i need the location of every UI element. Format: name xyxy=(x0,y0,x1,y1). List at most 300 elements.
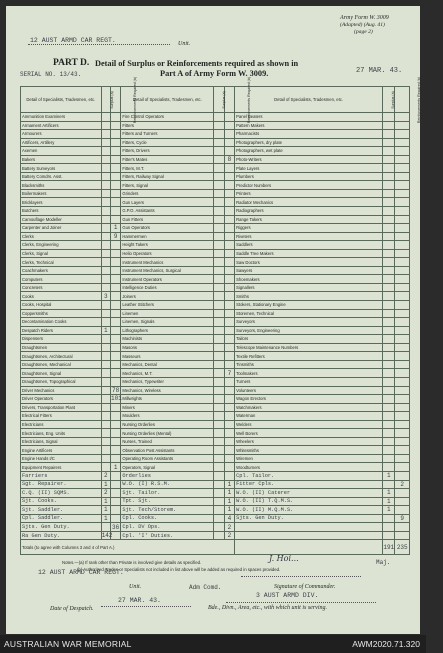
surplus-cell xyxy=(214,121,224,130)
reinf-cell xyxy=(110,446,120,455)
trade-cell: Driver Mechanics xyxy=(21,386,102,395)
reinf-cell xyxy=(395,138,410,147)
trade-cell: Fitters and Turners xyxy=(121,130,214,139)
trade-header: Detail of Specialists, Tradesmen, etc. xyxy=(21,87,102,113)
surplus-cell xyxy=(101,369,110,378)
reinf-cell xyxy=(395,164,410,173)
trade-cell: Clerks, Technical xyxy=(21,258,102,267)
trade-cell: Sjts. Gen Duty. xyxy=(21,523,102,532)
surplus-cell xyxy=(101,258,110,267)
surplus-cell xyxy=(214,497,224,506)
reinf-cell xyxy=(395,326,410,335)
reinf-cell xyxy=(395,249,410,258)
surplus-cell xyxy=(383,412,395,421)
surplus-cell xyxy=(101,189,110,198)
trade-cell: Wheelers xyxy=(235,437,383,446)
trade-cell: Cooks, Hospital xyxy=(21,301,102,310)
surplus-cell xyxy=(101,249,110,258)
reinf-cell xyxy=(110,155,120,164)
trade-cell: Electrical Fitters xyxy=(21,412,102,421)
trade-cell: Fitters, M.T. xyxy=(121,164,214,173)
surplus-cell xyxy=(214,172,224,181)
reinf-cell: 78 xyxy=(112,386,120,394)
surplus-cell xyxy=(214,489,224,498)
reinf-cell xyxy=(224,266,234,275)
surplus-cell xyxy=(383,292,395,301)
surplus-cell xyxy=(383,318,395,327)
reinf-cell: 2 xyxy=(224,523,234,532)
surplus-cell xyxy=(101,446,110,455)
trade-cell: Sjt. Saddler. xyxy=(21,506,102,515)
surplus-cell xyxy=(383,241,395,250)
surplus-cell: 1 xyxy=(101,497,110,506)
surplus-cell xyxy=(101,121,110,130)
trade-cell: Dispensers xyxy=(21,335,102,344)
reinf-cell xyxy=(224,343,234,352)
trade-cell: Draughtsmen, Signal xyxy=(21,369,102,378)
reinf-cell xyxy=(224,301,234,310)
surplus-cell xyxy=(101,420,110,429)
trade-cell: Electricians, Eng. Units xyxy=(21,429,102,438)
surplus-cell xyxy=(214,369,224,378)
trade-cell: Gun Fitters xyxy=(121,215,214,224)
reinf-cell: 36 xyxy=(112,523,120,531)
trade-cell: Lithographers xyxy=(121,326,214,335)
reinf-cell xyxy=(224,292,234,301)
reinf-cell xyxy=(110,360,120,369)
trade-cell: Sjts. Gen Duty. xyxy=(235,514,383,523)
trade-cell: Plate Layers xyxy=(235,164,383,173)
title-line-2: Part A of Army Form W. 3009. xyxy=(160,69,269,78)
surplus-cell xyxy=(214,224,224,233)
reinf-cell xyxy=(224,471,234,480)
table-row xyxy=(21,480,410,489)
surplus-cell xyxy=(214,318,224,327)
trade-cell: Clerks, Engineering xyxy=(21,241,102,250)
table-row xyxy=(21,249,410,258)
adm-comd: Adm Comd. xyxy=(189,584,222,591)
surplus-cell xyxy=(101,232,110,241)
reinf-cell xyxy=(110,369,120,378)
trade-cell: Observation Post Assistants xyxy=(121,446,214,455)
trade-cell: Nursing Orderlies (Mental) xyxy=(121,429,214,438)
reinf-cell xyxy=(224,403,234,412)
surplus-cell xyxy=(214,506,224,515)
reinf-cell xyxy=(395,420,410,429)
table-row xyxy=(21,514,410,523)
reinf-cell: 1 xyxy=(110,463,120,472)
trade-cell: Instrument Mechanics xyxy=(121,258,214,267)
reinf-cell xyxy=(224,446,234,455)
surplus-cell xyxy=(383,121,395,130)
table-row xyxy=(21,121,410,130)
table-row xyxy=(21,420,410,429)
surplus-cell xyxy=(383,266,395,275)
table-row xyxy=(21,138,410,147)
trade-cell: Waterman xyxy=(235,412,383,421)
reinf-cell xyxy=(395,531,410,540)
trade-cell: Predictor Numbers xyxy=(235,181,383,190)
trade-cell: Riveters xyxy=(235,232,383,241)
trade-cell: Operators, Signal xyxy=(121,463,214,472)
surplus-cell xyxy=(101,138,110,147)
surplus-cell xyxy=(214,403,224,412)
trade-cell: Fitters, Cycle xyxy=(121,138,214,147)
surplus-cell xyxy=(101,155,110,164)
surplus-cell xyxy=(214,420,224,429)
table-row xyxy=(21,309,410,318)
surplus-cell xyxy=(101,412,110,421)
reinf-cell xyxy=(224,437,234,446)
table-row xyxy=(21,497,410,506)
reinf-cell xyxy=(395,403,410,412)
surplus-cell xyxy=(383,275,395,284)
surplus-cell xyxy=(383,301,395,310)
surplus-cell xyxy=(101,198,110,207)
surplus-cell xyxy=(383,172,395,181)
reinf-cell xyxy=(395,113,410,122)
division: 3 AUST ARMD DIV. xyxy=(256,592,319,599)
footer-unit-name: 12 AUST ARMD CAR REGT. xyxy=(38,569,124,576)
trade-cell: Despatch Riders xyxy=(21,326,102,335)
surplus-cell xyxy=(214,309,224,318)
trade-cell: Gun Operators xyxy=(121,224,214,233)
reinf-cell xyxy=(110,113,120,122)
surplus-cell xyxy=(214,480,224,489)
footer-unit-label: Unit. xyxy=(129,584,142,590)
reinf-cell xyxy=(224,386,234,395)
surplus-cell xyxy=(214,266,224,275)
trade-cell: Fitters, Railway Signal xyxy=(121,172,214,181)
reinf-cell xyxy=(110,318,120,327)
trade-cell: Printers xyxy=(235,189,383,198)
surplus-cell xyxy=(101,395,110,404)
reinf-cell xyxy=(110,181,120,190)
surplus-header: Surplus (a) xyxy=(383,87,395,113)
trade-cell: Armourers xyxy=(21,130,102,139)
surplus-cell xyxy=(383,232,395,241)
trade-cell: Saddlers xyxy=(235,241,383,250)
surplus-cell xyxy=(383,130,395,139)
form-date: 27 MAR. 43. xyxy=(356,67,403,75)
table-row xyxy=(21,164,410,173)
reinf-cell xyxy=(395,523,410,532)
trade-cell: Coachmakers xyxy=(21,266,102,275)
table-row xyxy=(21,454,410,463)
surplus-cell xyxy=(383,138,395,147)
unit-label: Unit. xyxy=(178,41,191,47)
reinf-cell xyxy=(224,360,234,369)
surplus-cell xyxy=(101,429,110,438)
trade-cell: Cpl. Cooks. xyxy=(121,514,214,523)
table-row xyxy=(21,506,410,515)
reinf-cell xyxy=(110,164,120,173)
trade-cell: Orderlies xyxy=(121,471,214,480)
table-row xyxy=(21,412,410,421)
surplus-cell xyxy=(214,275,224,284)
reinf-cell xyxy=(395,429,410,438)
trade-cell: Millwrights xyxy=(121,395,214,404)
trade-cell: Decontamination Cooks xyxy=(21,318,102,327)
reinf-cell xyxy=(395,343,410,352)
trade-cell: Toolmakers xyxy=(235,369,383,378)
reinf-cell xyxy=(224,147,234,156)
surplus-cell xyxy=(101,377,110,386)
trade-cell: Mechanics, M.T. xyxy=(121,369,214,378)
trade-cell: Butchers xyxy=(21,207,102,216)
trade-cell: Plumbers xyxy=(235,172,383,181)
surplus-cell xyxy=(214,138,224,147)
despatch-date: 27 MAR. 43. xyxy=(118,597,161,604)
trade-cell: Pharmacists xyxy=(235,130,383,139)
surplus-cell xyxy=(383,369,395,378)
surplus-cell xyxy=(383,437,395,446)
reinf-cell xyxy=(110,437,120,446)
reinf-cell xyxy=(110,215,120,224)
reinf-cell xyxy=(224,189,234,198)
reinf-cell xyxy=(224,377,234,386)
reinf-cell xyxy=(395,130,410,139)
trade-cell: G.P.O. Assistants xyxy=(121,207,214,216)
surplus-cell xyxy=(101,386,110,395)
trade-cell: Smiths xyxy=(235,292,383,301)
reinf-cell xyxy=(224,181,234,190)
surplus-cell xyxy=(383,207,395,216)
reinf-cell xyxy=(110,480,120,489)
trade-cell: Boilermakers xyxy=(21,189,102,198)
surplus-cell xyxy=(214,207,224,216)
trade-cell: Blacksmiths xyxy=(21,181,102,190)
table-row xyxy=(21,241,410,250)
reinf-cell xyxy=(110,506,120,515)
reinf-cell xyxy=(110,266,120,275)
surplus-cell xyxy=(383,309,395,318)
surplus-cell xyxy=(383,523,395,532)
surplus-cell xyxy=(383,249,395,258)
reinf-cell xyxy=(110,429,120,438)
trade-cell: Drivers, Transportation Plant xyxy=(21,403,102,412)
reinf-cell xyxy=(224,207,234,216)
table-header-row xyxy=(21,87,410,113)
surplus-cell xyxy=(101,130,110,139)
table-row xyxy=(21,377,410,386)
table-row xyxy=(21,395,410,404)
trade-cell: Battery Comdrs. Asst. xyxy=(21,172,102,181)
trade-cell: Electricians, Signal xyxy=(21,437,102,446)
surplus-cell xyxy=(214,164,224,173)
reinf-cell: 1 xyxy=(224,480,234,489)
trade-cell: Masseurs xyxy=(121,352,214,361)
trade-cell: Cpl. Tailor. xyxy=(235,471,383,480)
reinf-cell: 8 xyxy=(224,155,234,164)
reinf-cell xyxy=(224,215,234,224)
surplus-cell xyxy=(383,326,395,335)
trade-cell: Artificers, Artillery xyxy=(21,138,102,147)
surplus-cell xyxy=(214,241,224,250)
table-row xyxy=(21,471,410,480)
reinf-cell xyxy=(395,471,410,480)
surplus-cell xyxy=(214,412,224,421)
table-row xyxy=(21,523,410,532)
reinf-cell xyxy=(395,352,410,361)
surplus-cell xyxy=(383,463,395,472)
reinf-cell xyxy=(395,395,410,404)
surplus-cell: 2 xyxy=(101,489,110,498)
surplus-cell xyxy=(101,181,110,190)
reinf-cell xyxy=(395,463,410,472)
reinf-cell xyxy=(110,189,120,198)
surplus-header: Surplus (a) xyxy=(101,87,110,113)
surplus-cell xyxy=(214,514,224,523)
trade-cell: Carpenter and Joiner xyxy=(21,224,102,233)
reinf-cell xyxy=(110,292,120,301)
reinf-cell xyxy=(110,489,120,498)
surplus-cell xyxy=(214,523,224,532)
trade-cell: Telescope Maintenance Numbers xyxy=(235,343,383,352)
surplus-cell xyxy=(383,403,395,412)
trade-header: Detail of Specialists, Tradesmen, etc. xyxy=(121,87,214,113)
surplus-cell xyxy=(383,386,395,395)
reinf-cell xyxy=(395,224,410,233)
surplus-cell xyxy=(214,471,224,480)
archive-name: AUSTRALIAN WAR MEMORIAL xyxy=(4,639,132,649)
reinf-cell xyxy=(110,301,120,310)
trade-cell: Miners xyxy=(121,403,214,412)
surplus-cell xyxy=(214,189,224,198)
table-row xyxy=(21,326,410,335)
reinf-cell: 9 xyxy=(110,232,120,241)
surplus-cell: 3 xyxy=(101,292,110,301)
reinf-cell xyxy=(224,198,234,207)
table-row xyxy=(21,189,410,198)
surplus-cell xyxy=(214,326,224,335)
reinf-cell xyxy=(395,215,410,224)
trade-cell: Joiners xyxy=(121,292,214,301)
surplus-cell xyxy=(101,463,110,472)
reinf-cell xyxy=(395,121,410,130)
trade-cell: Draughtsmen, Mechanical xyxy=(21,360,102,369)
serial-number: SERIAL NO. 13/43. xyxy=(20,71,82,78)
surplus-cell xyxy=(214,463,224,472)
trade-cell: Clerks xyxy=(21,232,102,241)
table-row xyxy=(21,147,410,156)
reinf-cell xyxy=(224,164,234,173)
reinf-cell xyxy=(224,275,234,284)
bde-label: Bde., Divn., Area, etc., with which unit is serving. xyxy=(208,605,327,611)
note-b: (b) Authorized Trades or Specialists not included in list above will be added as required in spaces provided. xyxy=(77,567,281,572)
trade-cell: Linemen xyxy=(121,309,214,318)
surplus-cell xyxy=(383,215,395,224)
reinf-cell xyxy=(110,249,120,258)
surplus-cell xyxy=(101,437,110,446)
trade-cell: Tpt. Sjt. xyxy=(121,497,214,506)
reinf-cell xyxy=(110,283,120,292)
reinf-cell xyxy=(395,506,410,515)
surplus-cell xyxy=(214,130,224,139)
surplus-header: Surplus (a) xyxy=(214,87,224,113)
form-page-no: (page 2) xyxy=(354,29,373,35)
table-row xyxy=(21,301,410,310)
surplus-cell: 1 xyxy=(101,506,110,515)
reinf-cell xyxy=(110,138,120,147)
reinf-cell: 1 xyxy=(224,506,234,515)
table-row xyxy=(21,198,410,207)
trade-cell: Ammunition Examiners xyxy=(21,113,102,122)
surplus-cell xyxy=(383,395,395,404)
surplus-cell xyxy=(101,172,110,181)
table-row xyxy=(21,283,410,292)
table-row xyxy=(21,429,410,438)
trade-cell: Fitters xyxy=(121,121,214,130)
reinf-cell: 1 xyxy=(224,497,234,506)
trade-cell: Riggers xyxy=(235,224,383,233)
reinf-cell xyxy=(110,309,120,318)
surplus-cell xyxy=(101,343,110,352)
surplus-cell xyxy=(214,360,224,369)
table-row xyxy=(21,207,410,216)
reinf-cell xyxy=(395,266,410,275)
reinf-cell xyxy=(224,463,234,472)
reinf-cell xyxy=(110,514,120,523)
surplus-cell xyxy=(214,377,224,386)
table-row xyxy=(21,386,410,395)
reinf-cell xyxy=(224,395,234,404)
trade-cell: Signallers xyxy=(235,283,383,292)
trade-cell: Well Borers xyxy=(235,429,383,438)
totals-surplus: 191 xyxy=(383,540,395,555)
surplus-cell xyxy=(101,113,110,122)
trade-cell: Whitesmiths xyxy=(235,446,383,455)
table-row xyxy=(21,172,410,181)
surplus-cell xyxy=(101,523,110,532)
table-row xyxy=(21,258,410,267)
trade-cell: Surveyors, Engineering xyxy=(235,326,383,335)
trade-cell: Equipment Repairers xyxy=(21,463,102,472)
trade-cell: Instrument Mechanics, Surgical xyxy=(121,266,214,275)
surplus-cell xyxy=(101,318,110,327)
reinf-cell xyxy=(110,198,120,207)
trade-cell: Bakers xyxy=(21,155,102,164)
surplus-cell xyxy=(383,147,395,156)
trade-cell: Textile Refitters xyxy=(235,352,383,361)
trade-cell: Radiator Mechanics xyxy=(235,198,383,207)
reinf-cell xyxy=(110,420,120,429)
surplus-cell xyxy=(101,215,110,224)
trade-cell: Wagon Erectors xyxy=(235,395,383,404)
table-row xyxy=(21,463,410,472)
surplus-cell xyxy=(101,301,110,310)
surplus-cell xyxy=(101,360,110,369)
surplus-cell xyxy=(101,309,110,318)
surplus-cell xyxy=(214,283,224,292)
trade-cell: Storemen, Technical xyxy=(235,309,383,318)
table-row xyxy=(21,292,410,301)
surplus-cell xyxy=(383,181,395,190)
reinf-cell xyxy=(395,454,410,463)
note-a: Notes.—(a) If rank other than Private is involved give details as specified. xyxy=(62,560,202,565)
reinf-cell xyxy=(110,275,120,284)
trade-cell: Sjt. Tailor. xyxy=(121,489,214,498)
reinf-cell xyxy=(224,326,234,335)
reinf-cell xyxy=(395,412,410,421)
trade-cell: Machinists xyxy=(121,335,214,344)
surplus-cell: 1 xyxy=(383,489,395,498)
trade-cell: Armament Artificers xyxy=(21,121,102,130)
surplus-cell xyxy=(101,403,110,412)
totals-reinf: 235 xyxy=(395,540,410,555)
trade-cell: Welders xyxy=(235,420,383,429)
reinf-cell xyxy=(395,198,410,207)
